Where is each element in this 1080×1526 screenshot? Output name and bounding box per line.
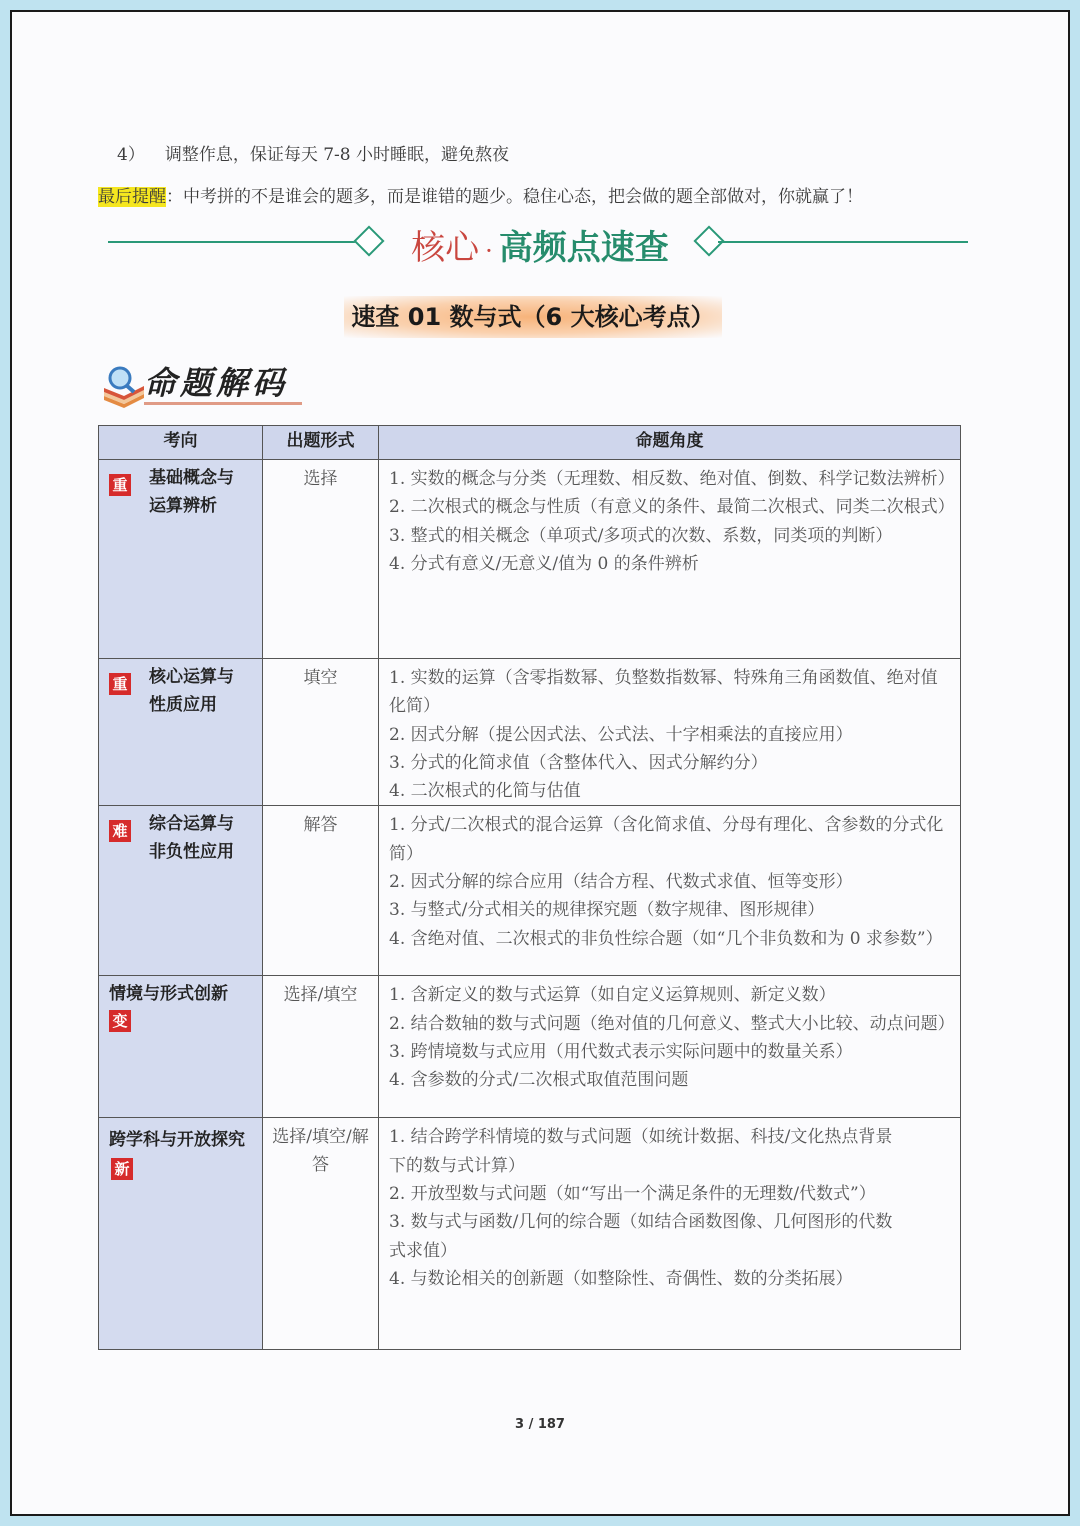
topic-text <box>109 1122 249 1194</box>
table-row <box>99 1118 961 1350</box>
form-cell: 选择/填空/解答 <box>263 1118 379 1350</box>
topic-cell <box>99 1118 263 1350</box>
section-label: 命题解码 <box>144 364 289 402</box>
angle-item: 4. 含参数的分式/二次根式取值范围问题 <box>389 1070 689 1091</box>
angle-item: 4. 与数论相关的创新题（如整除性、奇偶性、数的分类拓展） <box>389 1268 853 1289</box>
angle-item: 4. 二次根式的化简与估值 <box>389 781 581 802</box>
variant-badge: 变 <box>109 1010 131 1032</box>
form-cell: 填空 <box>263 659 379 806</box>
key-badge: 重 <box>109 474 131 496</box>
book-magnifier-icon <box>100 364 146 408</box>
angle-cell <box>379 806 961 976</box>
angle-item: 2. 因式分解（提公因式法、公式法、十字相乘法的直接应用） <box>389 724 853 745</box>
angle-item: 4. 分式有意义/无意义/值为 0 的条件辨析 <box>389 553 699 574</box>
angle-cell <box>379 659 961 806</box>
banner-title-sep: · <box>485 237 493 265</box>
table-row <box>99 460 961 659</box>
advice-item <box>117 140 509 165</box>
angle-item: 3. 整式的相关概念（单项式/多项式的次数、系数，同类项的判断） <box>389 525 893 546</box>
topic-cell <box>99 976 263 1118</box>
form-cell: 选择 <box>263 460 379 659</box>
header-direction: 考向 <box>99 426 263 460</box>
topic-text: 综合运算与非负性应用 <box>149 814 234 863</box>
banner-title <box>404 220 676 269</box>
angle-item: 1. 实数的概念与分类（无理数、相反数、绝对值、倒数、科学记数法辨析） <box>389 469 955 489</box>
angle-cell <box>379 976 961 1118</box>
topic-text: 情境与形式创新 <box>109 984 228 1005</box>
reminder-text: ：中考拼的不是谁会的题多，而是谁错的题少。稳住心态，把会做的题全部做对，你就赢了！ <box>166 187 863 207</box>
angle-item: 1. 实数的运算（含零指数幂、负整数指数幂、特殊角三角函数值、绝对值化简） <box>389 668 938 717</box>
banner-line-left <box>108 241 356 243</box>
section-subtitle: 速查 01 数与式（6 大核心考点） <box>344 296 722 338</box>
banner-title-part2: 高频点速查 <box>498 228 669 268</box>
key-badge: 重 <box>109 673 131 695</box>
core-banner <box>108 220 968 268</box>
topic-cell <box>99 806 263 976</box>
exam-topic-table <box>98 425 961 1350</box>
angle-cell <box>379 1118 961 1350</box>
reminder-label: 最后提醒 <box>98 187 166 207</box>
topic-cell <box>99 659 263 806</box>
diamond-left-icon <box>353 225 384 256</box>
angle-item: 2. 结合数轴的数与式问题（绝对值的几何意义、整式大小比较、动点问题） <box>389 1013 955 1034</box>
table-header-row <box>99 426 961 460</box>
angle-cell <box>379 460 961 659</box>
angle-item: 3. 与整式/分式相关的规律探究题（数字规律、图形规律） <box>389 900 825 921</box>
angle-item: 1. 含新定义的数与式运算（如自定义运算规则、新定义数） <box>389 985 836 1006</box>
banner-title-part1: 核心 <box>411 228 480 268</box>
angle-item: 4. 含绝对值、二次根式的非负性综合题（如“几个非负数和为 0 求参数”） <box>389 928 943 949</box>
item-text: 调整作息，保证每天 7-8 小时睡眠，避免熬夜 <box>164 145 510 165</box>
topic-text-span: 跨学科与开放探究 <box>109 1130 245 1151</box>
header-form: 出题形式 <box>263 426 379 460</box>
angle-item: 3. 分式的化简求值（含整体代入、因式分解约分） <box>389 752 768 773</box>
table-row <box>99 806 961 976</box>
section-underline <box>144 402 302 405</box>
angle-item: 1. 结合跨学科情境的数与式问题（如统计数据、科技/文化热点背景下的数与式计算） <box>389 1127 893 1176</box>
form-cell: 解答 <box>263 806 379 976</box>
angle-item: 2. 二次根式的概念与性质（有意义的条件、最简二次根式、同类二次根式） <box>389 497 955 518</box>
angle-item: 1. 分式/二次根式的混合运算（含化简求值、分母有理化、含参数的分式化简） <box>389 815 944 864</box>
angle-item: 3. 跨情境数与式应用（用代数式表示实际问题中的数量关系） <box>389 1042 853 1063</box>
page-number: 3 / 187 <box>515 1417 565 1432</box>
topic-text: 核心运算与性质应用 <box>149 667 234 715</box>
difficult-badge: 难 <box>109 820 131 842</box>
angle-item: 2. 因式分解的综合应用（结合方程、代数式求值、恒等变形） <box>389 872 853 893</box>
table-row <box>99 659 961 806</box>
header-angle: 命题角度 <box>379 426 961 460</box>
form-cell: 选择/填空 <box>263 976 379 1118</box>
banner-line-right <box>718 241 968 243</box>
topic-text: 基础概念与运算辨析 <box>149 468 234 516</box>
angle-item: 2. 开放型数与式问题（如“写出一个满足条件的无理数/代数式”） <box>389 1184 876 1205</box>
angle-item: 3. 数与式与函数/几何的综合题（如结合函数图像、几何图形的代数式求值） <box>389 1212 893 1261</box>
topic-cell <box>99 460 263 659</box>
section-heading <box>100 358 310 412</box>
final-reminder <box>98 182 863 207</box>
table-row <box>99 976 961 1118</box>
new-badge: 新 <box>111 1158 133 1180</box>
item-number: 4） <box>117 145 145 165</box>
